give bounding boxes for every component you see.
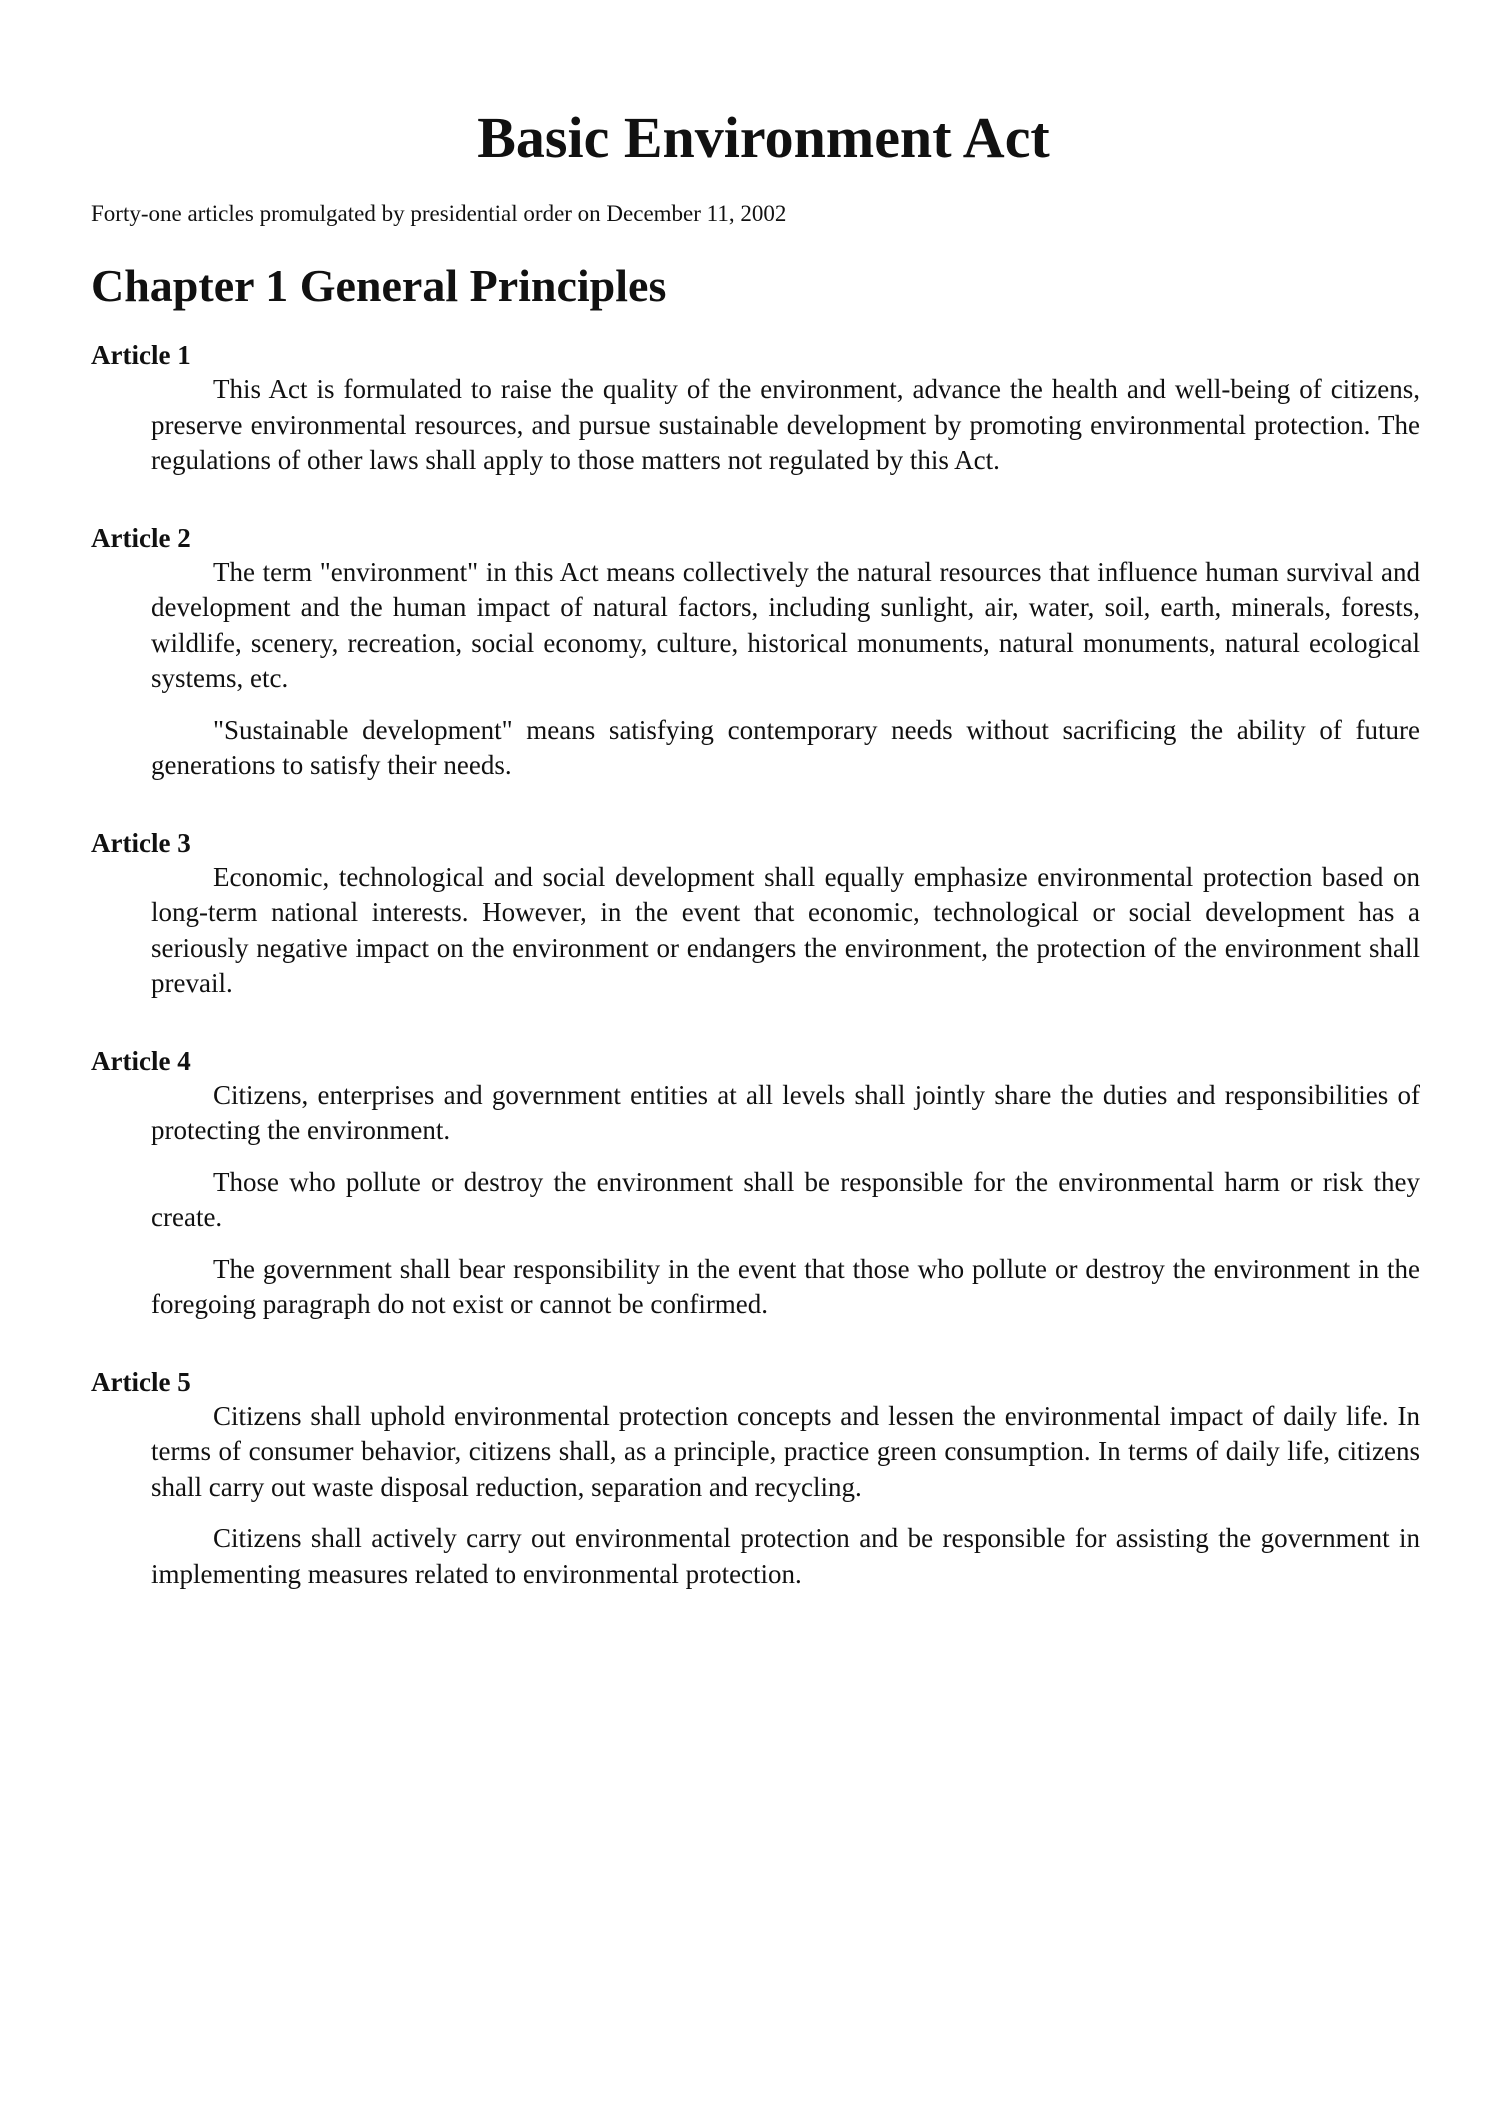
article-1	[91, 338, 1420, 479]
article-5	[91, 1365, 1420, 1593]
article-heading: Article 4	[91, 1045, 191, 1076]
article-paragraph: This Act is formulated to raise the quality of the environment, advance the health and well-being of citizens, preserve environmental resources, and pursue sustainable development by promoting environmental protection. The regulations of other laws shall apply to those matters not regulated by this Act.	[151, 374, 1420, 475]
article-2	[91, 521, 1420, 784]
article-paragraph: Citizens, enterprises and government entities at all levels shall jointly share the duties and responsibilities of protecting the environment.	[151, 1079, 1420, 1145]
article-paragraph: The government shall bear responsibility in the event that those who pollute or destroy the environment in the foregoing paragraph do not exist or cannot be confirmed.	[151, 1253, 1420, 1319]
article-body	[151, 1078, 1420, 1323]
article-3	[91, 826, 1420, 1002]
article-body	[151, 860, 1420, 1002]
document-subtitle: Forty-one articles promulgated by presidential order on December 11, 2002	[91, 201, 787, 226]
article-body	[151, 555, 1420, 784]
article-body	[151, 372, 1420, 479]
articles-list	[91, 338, 1420, 1592]
article-paragraph: Economic, technological and social development shall equally emphasize environmental protection based on long-term national interests. However, in the event that economic, technological or social development has a seriously negative impact on the environment or endangers the environment, the protection of the environment shall prevail.	[151, 861, 1420, 998]
article-body	[151, 1399, 1420, 1593]
article-paragraph: Those who pollute or destroy the environment shall be responsible for the environmental harm or risk they create.	[151, 1166, 1420, 1232]
article-heading: Article 1	[91, 340, 191, 370]
chapter-title: Chapter 1 General Principles	[91, 260, 667, 311]
article-paragraph: The term "environment" in this Act means collectively the natural resources that influence human survival and development and the human impact of natural factors, including sunlight, air, water, soil, earth, minerals, forests, wildlife, scenery, recreation, social economy, culture, historical monuments, natural monuments, natural ecological systems, etc.	[151, 556, 1420, 693]
article-heading: Article 5	[91, 1366, 191, 1397]
article-heading: Article 2	[91, 522, 191, 553]
article-paragraph: Citizens shall actively carry out environmental protection and be responsible for assisting the government in implementing measures related to environmental protection.	[151, 1523, 1420, 1589]
article-4	[91, 1044, 1420, 1323]
article-heading: Article 3	[91, 827, 191, 858]
article-paragraph: Citizens shall uphold environmental protection concepts and lessen the environmental impact of daily life. In terms of consumer behavior, citizens shall, as a principle, practice green consumption. In terms of daily life, citizens shall carry out waste disposal reduction, separation and recycling.	[151, 1400, 1420, 1502]
document-title: Basic Environment Act	[477, 105, 1050, 170]
article-paragraph: "Sustainable development" means satisfying contemporary needs without sacrificing the ability of future generations to satisfy their needs.	[151, 714, 1420, 780]
